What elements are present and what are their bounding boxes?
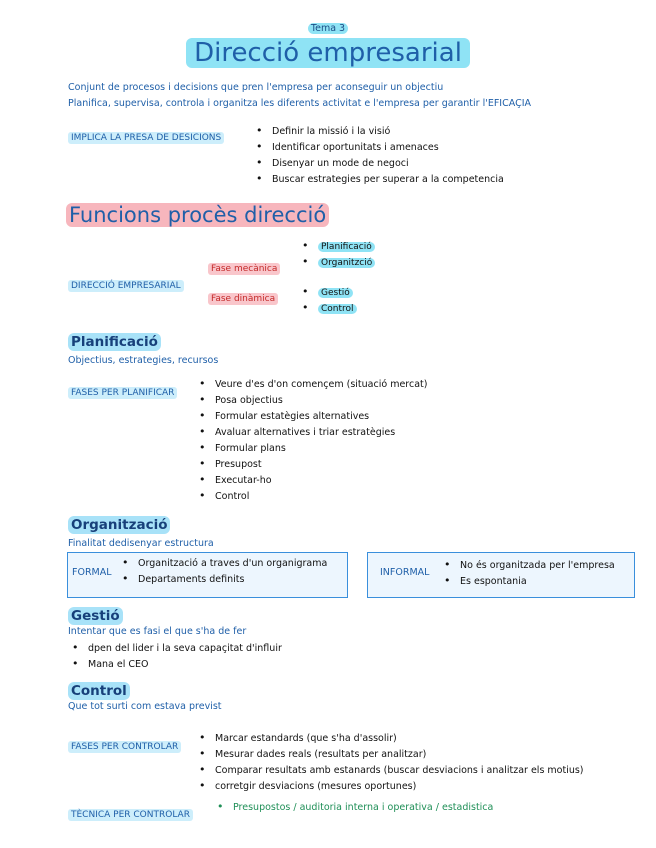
implica-list [256,123,504,187]
formal-list [122,555,327,587]
list-item: • Identificar oportunitats i amenaces [256,139,504,155]
intro-line2: Planifica, supervisa, controla i organitza les diferents activitat e l'empresa per garantir l'EFICAÇIA [68,98,532,109]
list-item-text: Control [318,304,357,314]
list-item: • Departaments definits [122,571,327,587]
tecnica-label [68,802,193,821]
list-item [302,254,375,270]
dinamica-list [302,284,357,316]
fase-dinamica [208,286,278,305]
informal-list [444,557,615,589]
tecnica-label-text: TÈCNICA PER CONTROLAR [68,809,193,821]
gestio-desc: Intentar que es fasi el que s'ha de fer [68,626,247,637]
tema-text: Tema 3 [308,23,348,34]
informal-box [367,552,635,598]
list-item: • Formular estatègies alternatives [199,408,427,424]
list-item: • Presupost [199,456,427,472]
formal-label: FORMAL [72,567,112,578]
list-item: • Buscar estrategies per superar a la competencia [256,171,504,187]
tecnica-list [217,799,493,815]
funcions-title [66,203,329,227]
fases-planificar-list [199,376,427,504]
organitzacio-title-text: Organització [68,516,170,534]
list-item: • Executar-ho [199,472,427,488]
fases-planificar-label [68,380,177,399]
intro-line1: Conjunt de procesos i decisions que pren l'empresa per aconseguir un objectiu [68,82,444,93]
mecanica-list [302,238,375,270]
direccio-root [68,273,184,292]
list-item: • dpen del lider i la seva capaçitat d'influir [72,640,282,656]
planificacio-title-text: Planificació [68,333,161,351]
tema-label [0,16,656,35]
list-item: • Presupostos / auditoria interna i operativa / estadistica [217,799,493,815]
list-item: • Veure d'es d'on començem (situació mercat) [199,376,427,392]
gestio-list [72,640,282,672]
fase-mecanica-text: Fase mecànica [208,263,280,275]
planificacio-title [68,331,161,350]
list-item [302,284,357,300]
list-item: • Avaluar alternatives i triar estratègies [199,424,427,440]
control-title [68,680,130,699]
formal-box [67,552,348,598]
fase-mecanica [208,256,280,275]
planificacio-desc: Objectius, estrategies, recursos [68,355,219,366]
list-item [302,300,357,316]
list-item: • Mana el CEO [72,656,282,672]
organitzacio-title [68,514,170,533]
list-item: • Posa objectius [199,392,427,408]
control-desc: Que tot surti com estava previst [68,701,222,712]
list-item: • Comparar resultats amb estanards (buscar desviacions i analitzar els motius) [199,762,584,778]
list-item: • Disenyar un mode de negoci [256,155,504,171]
implica-label-text: IMPLICA LA PRESA DE DESICIONS [68,132,224,144]
list-item: • Organització a traves d'un organigrama [122,555,327,571]
list-item: • Formular plans [199,440,427,456]
list-item: • Es espontania [444,573,615,589]
page-title-text: Direcció empresarial [186,38,470,68]
fases-controlar-label-text: FASES PER CONTROLAR [68,741,181,753]
list-item: • corretgir desviacions (mesures oportunes) [199,778,584,794]
list-item-text: Gestió [318,288,353,298]
list-item: • Mesurar dades reals (resultats per analitzar) [199,746,584,762]
control-title-text: Control [68,682,130,700]
implica-label [68,125,224,144]
list-item-text: Planificació [318,242,375,252]
fases-controlar-list [199,730,584,794]
list-item [302,238,375,254]
funcions-title-text: Funcions procès direcció [66,203,329,227]
direccio-root-text: DIRECCIÓ EMPRESARIAL [68,280,184,292]
fase-dinamica-text: Fase dinàmica [208,293,278,305]
informal-label: INFORMAL [380,567,430,578]
list-item: • Definir la missió i la visió [256,123,504,139]
organitzacio-desc: Finalitat dedisenyar estructura [68,538,214,549]
gestio-title [68,605,123,624]
list-item: • Marcar estandards (que s'ha d'assolir) [199,730,584,746]
fases-controlar-label [68,734,181,753]
list-item: • No és organitzada per l'empresa [444,557,615,573]
list-item: • Control [199,488,427,504]
gestio-title-text: Gestió [68,607,123,625]
fases-planificar-label-text: FASES PER PLANIFICAR [68,387,177,399]
page-title [0,38,656,68]
list-item-text: Organitzció [318,258,375,268]
